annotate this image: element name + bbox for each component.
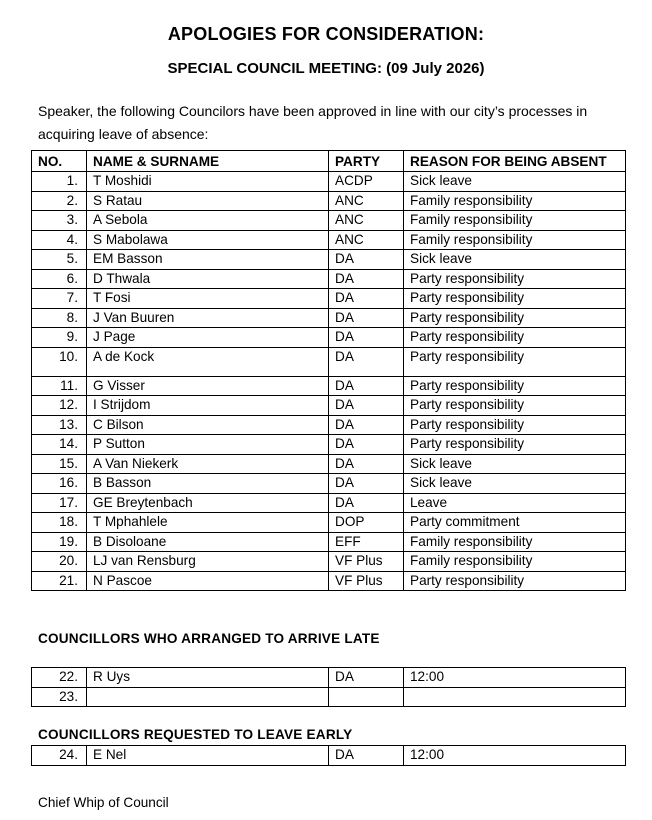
reason-cell: Leave (404, 493, 626, 513)
row-number: 22. (32, 668, 87, 688)
councillor-name: R Uys (87, 668, 329, 688)
party-cell: VF Plus (329, 571, 404, 591)
header-name: NAME & SURNAME (87, 151, 329, 172)
row-number: 7. (32, 289, 87, 309)
reason-cell: Party responsibility (404, 269, 626, 289)
councillor-name: I Strijdom (87, 396, 329, 416)
councillor-name: N Pascoe (87, 571, 329, 591)
councillor-name: J Van Buuren (87, 308, 329, 328)
reason-cell: Family responsibility (404, 191, 626, 211)
councillor-name: LJ van Rensburg (87, 552, 329, 572)
councillor-name: P Sutton (87, 435, 329, 455)
reason-cell: Party responsibility (404, 571, 626, 591)
table-row (32, 435, 626, 455)
reason-cell: Party commitment (404, 513, 626, 533)
row-number: 23. (32, 687, 87, 707)
councillor-name: A Van Niekerk (87, 454, 329, 474)
row-number: 2. (32, 191, 87, 211)
party-cell: DA (329, 308, 404, 328)
councillor-name: T Fosi (87, 289, 329, 309)
reason-cell: Party responsibility (404, 289, 626, 309)
late-table (31, 667, 626, 707)
councillor-name: A Sebola (87, 211, 329, 231)
table-row (32, 513, 626, 533)
row-number: 19. (32, 532, 87, 552)
row-number: 16. (32, 474, 87, 494)
party-cell: ACDP (329, 172, 404, 192)
councillor-name: T Mphahlele (87, 513, 329, 533)
reason-cell: Party responsibility (404, 435, 626, 455)
table-row (32, 289, 626, 309)
table-row (32, 396, 626, 416)
party-cell: DA (329, 269, 404, 289)
document-title: APOLOGIES FOR CONSIDERATION: (167, 24, 485, 44)
councillor-name: A de Kock (87, 347, 329, 376)
party-cell: DA (329, 746, 404, 766)
party-cell (329, 687, 404, 707)
reason-cell: Party responsibility (404, 308, 626, 328)
party-cell: ANC (329, 191, 404, 211)
reason-cell: Party responsibility (404, 376, 626, 396)
table-row (32, 571, 626, 591)
row-number: 8. (32, 308, 87, 328)
reason-cell: Sick leave (404, 474, 626, 494)
table-row (32, 211, 626, 231)
councillor-name: GE Breytenbach (87, 493, 329, 513)
table-row (32, 454, 626, 474)
time-cell (404, 687, 626, 707)
table-row (32, 415, 626, 435)
party-cell: DA (329, 376, 404, 396)
early-section-heading: COUNCILLORS REQUESTED TO LEAVE EARLY (38, 727, 353, 742)
party-cell: DA (329, 474, 404, 494)
row-number: 6. (32, 269, 87, 289)
table-row (32, 376, 626, 396)
councillor-name: S Ratau (87, 191, 329, 211)
table-row (32, 746, 626, 766)
reason-cell: Family responsibility (404, 552, 626, 572)
party-cell: DA (329, 289, 404, 309)
party-cell: DA (329, 347, 404, 376)
meeting-subtitle: SPECIAL COUNCIL MEETING: (09 July 2026) (167, 60, 485, 77)
reason-cell: Family responsibility (404, 532, 626, 552)
councillor-name: T Moshidi (87, 172, 329, 192)
row-number: 17. (32, 493, 87, 513)
councillor-name (87, 687, 329, 707)
header-party: PARTY (329, 151, 404, 172)
table-row (32, 269, 626, 289)
time-cell: 12:00 (404, 746, 626, 766)
party-cell: DOP (329, 513, 404, 533)
reason-cell: Sick leave (404, 454, 626, 474)
table-row (32, 250, 626, 270)
party-cell: DA (329, 415, 404, 435)
table-row (32, 474, 626, 494)
party-cell: EFF (329, 532, 404, 552)
table-row (32, 308, 626, 328)
row-number: 18. (32, 513, 87, 533)
councillor-name: S Mabolawa (87, 230, 329, 250)
reason-cell: Party responsibility (404, 328, 626, 348)
reason-cell: Party responsibility (404, 396, 626, 416)
row-number: 15. (32, 454, 87, 474)
row-number: 3. (32, 211, 87, 231)
apologies-table (31, 150, 626, 591)
party-cell: DA (329, 328, 404, 348)
table-row (32, 347, 626, 376)
table-row (32, 687, 626, 707)
row-number: 5. (32, 250, 87, 270)
table-row (32, 532, 626, 552)
party-cell: DA (329, 250, 404, 270)
late-section-heading: COUNCILLORS WHO ARRANGED TO ARRIVE LATE (38, 631, 380, 646)
councillor-name: D Thwala (87, 269, 329, 289)
table-row (32, 668, 626, 688)
row-number: 20. (32, 552, 87, 572)
party-cell: ANC (329, 230, 404, 250)
party-cell: DA (329, 454, 404, 474)
table-row (32, 328, 626, 348)
councillor-name: G Visser (87, 376, 329, 396)
row-number: 24. (32, 746, 87, 766)
row-number: 11. (32, 376, 87, 396)
header-reason: REASON FOR BEING ABSENT (404, 151, 626, 172)
table-row (32, 493, 626, 513)
reason-cell: Sick leave (404, 172, 626, 192)
councillor-name: B Basson (87, 474, 329, 494)
table-row (32, 172, 626, 192)
signature-line: Chief Whip of Council (38, 795, 169, 810)
table-row (32, 191, 626, 211)
intro-paragraph: Speaker, the following Councilors have been approved in line with our city’s processes in acquiring leave of absence: (38, 103, 588, 142)
party-cell: DA (329, 668, 404, 688)
party-cell: DA (329, 396, 404, 416)
table-row (32, 230, 626, 250)
row-number: 12. (32, 396, 87, 416)
row-number: 21. (32, 571, 87, 591)
table-header-row (32, 151, 626, 172)
reason-cell: Family responsibility (404, 211, 626, 231)
councillor-name: B Disoloane (87, 532, 329, 552)
row-number: 14. (32, 435, 87, 455)
party-cell: ANC (329, 211, 404, 231)
header-no: NO. (32, 151, 87, 172)
party-cell: VF Plus (329, 552, 404, 572)
party-cell: DA (329, 435, 404, 455)
reason-cell: Party responsibility (404, 347, 626, 376)
row-number: 10. (32, 347, 87, 376)
row-number: 9. (32, 328, 87, 348)
reason-cell: Party responsibility (404, 415, 626, 435)
party-cell: DA (329, 493, 404, 513)
councillor-name: J Page (87, 328, 329, 348)
row-number: 1. (32, 172, 87, 192)
councillor-name: C Bilson (87, 415, 329, 435)
councillor-name: EM Basson (87, 250, 329, 270)
row-number: 13. (32, 415, 87, 435)
row-number: 4. (32, 230, 87, 250)
table-row (32, 552, 626, 572)
councillor-name: E Nel (87, 746, 329, 766)
reason-cell: Family responsibility (404, 230, 626, 250)
early-table (31, 745, 626, 766)
reason-cell: Sick leave (404, 250, 626, 270)
time-cell: 12:00 (404, 668, 626, 688)
